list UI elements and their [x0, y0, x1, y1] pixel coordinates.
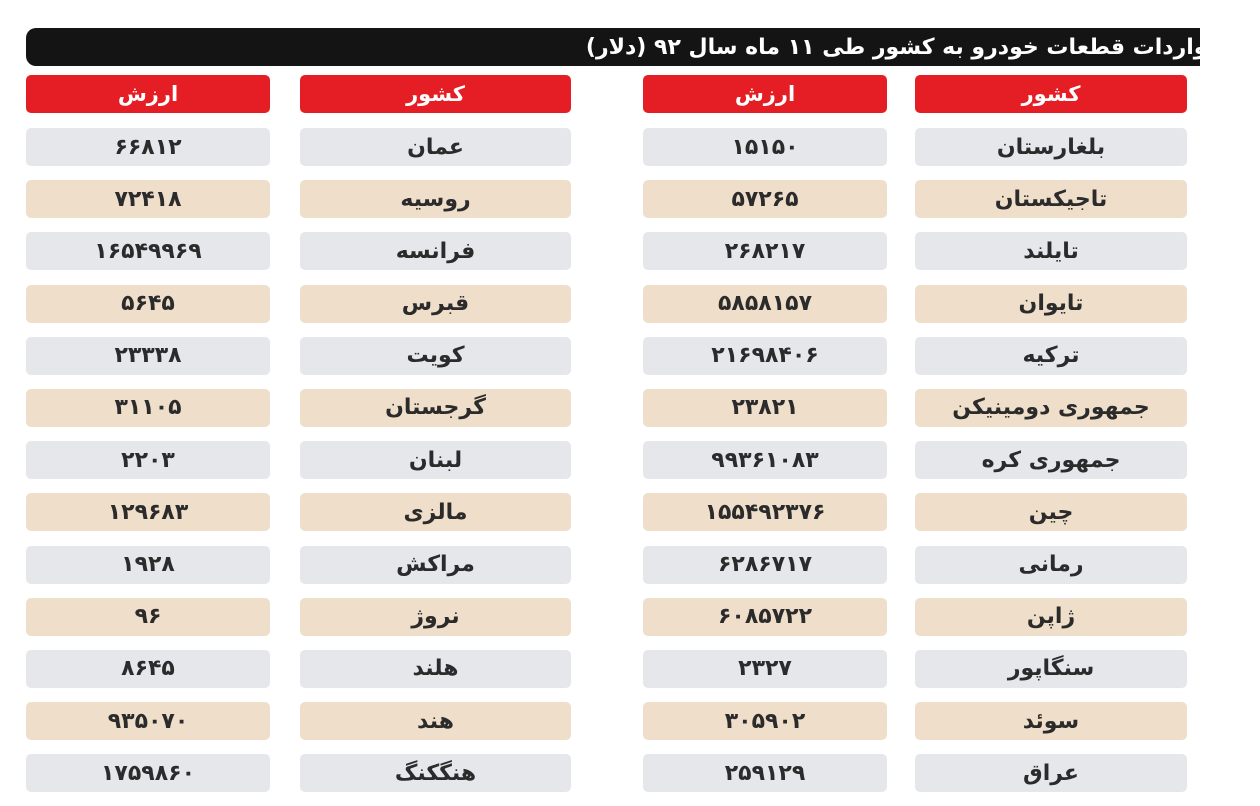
left-table-value-cell: ۸۶۴۵ [26, 650, 270, 688]
right-table-value-cell: ۵۸۵۸۱۵۷ [643, 285, 887, 323]
table-title-bar [26, 28, 1260, 66]
right-table-value-cell: ۲۱۶۹۸۴۰۶ [643, 337, 887, 375]
right-table-country-cell: سنگاپور [915, 650, 1187, 688]
left-table-value-cell: ۹۶ [26, 598, 270, 636]
left-table-value-column [26, 75, 270, 806]
left-table-country-cell: هند [300, 702, 571, 740]
right-table-country-cell: چین [915, 493, 1187, 531]
left-table-value-cell: ۱۹۲۸ [26, 546, 270, 584]
left-table-value-cell: ۲۲۰۳ [26, 441, 270, 479]
right-table-value-cell: ۳۰۵۹۰۲ [643, 702, 887, 740]
right-table-country-cell: عراق [915, 754, 1187, 792]
right-table-country-cell: بلغارستان [915, 128, 1187, 166]
left-table-value-cell: ۲۳۳۳۸ [26, 337, 270, 375]
right-table-value-cell: ۵۷۲۶۵ [643, 180, 887, 218]
left-table-country-cell: لبنان [300, 441, 571, 479]
left-table-country-cell: مراکش [300, 546, 571, 584]
left-table-value-cell: ۱۲۹۶۸۳ [26, 493, 270, 531]
right-table-value-cell: ۶۰۸۵۷۲۲ [643, 598, 887, 636]
left-value-header: ارزش [26, 75, 270, 113]
left-table-country-cell: قبرس [300, 285, 571, 323]
left-table-value-cell: ۶۶۸۱۲ [26, 128, 270, 166]
right-table-value-cell: ۱۵۱۵۰ [643, 128, 887, 166]
right-table-country-cell: ترکیه [915, 337, 1187, 375]
right-table-value-cell: ۲۳۲۷ [643, 650, 887, 688]
right-table-value-cell: ۶۲۸۶۷۱۷ [643, 546, 887, 584]
right-table-country-cell: ژاپن [915, 598, 1187, 636]
left-table-value-cell: ۷۲۴۱۸ [26, 180, 270, 218]
left-table-country-cell: هلند [300, 650, 571, 688]
left-table-country-column [300, 75, 571, 806]
left-table-value-cell: ۱۶۵۴۹۹۶۹ [26, 232, 270, 270]
left-table-country-cell: هنگکنگ [300, 754, 571, 792]
right-table-country-cell: جمهوری دومینیکن [915, 389, 1187, 427]
right-country-header: کشور [915, 75, 1187, 113]
left-table-country-cell: نروژ [300, 598, 571, 636]
left-table-value-cell: ۵۶۴۵ [26, 285, 270, 323]
right-table-value-cell: ۹۹۳۶۱۰۸۳ [643, 441, 887, 479]
right-table-value-cell: ۲۶۸۲۱۷ [643, 232, 887, 270]
left-country-header: کشور [300, 75, 571, 113]
right-value-header: ارزش [643, 75, 887, 113]
left-table-value-cell: ۳۱۱۰۵ [26, 389, 270, 427]
right-table-country-cell: جمهوری کره [915, 441, 1187, 479]
left-table-country-cell: مالزی [300, 493, 571, 531]
right-table-country-cell: تایوان [915, 285, 1187, 323]
right-table-country-column [915, 75, 1187, 806]
right-table-country-cell: رمانی [915, 546, 1187, 584]
left-table-country-cell: گرجستان [300, 389, 571, 427]
right-table-value-column [643, 75, 887, 806]
right-table-country-cell: تایلند [915, 232, 1187, 270]
left-table-value-cell: ۱۷۵۹۸۶۰ [26, 754, 270, 792]
right-table-value-cell: ۲۵۹۱۲۹ [643, 754, 887, 792]
left-table-value-cell: ۹۳۵۰۷۰ [26, 702, 270, 740]
right-table-value-cell: ۱۵۵۴۹۲۳۷۶ [643, 493, 887, 531]
left-table-country-cell: فرانسه [300, 232, 571, 270]
table-title: ملی واردات قطعات خودرو به کشور طی ۱۱ ماه سال ۹۲ (دلار) [585, 34, 1260, 60]
left-table-country-cell: عمان [300, 128, 571, 166]
right-table-value-cell: ۲۳۸۲۱ [643, 389, 887, 427]
left-table-country-cell: روسیه [300, 180, 571, 218]
left-table-country-cell: کویت [300, 337, 571, 375]
right-table-country-cell: سوئد [915, 702, 1187, 740]
right-table-country-cell: تاجیکستان [915, 180, 1187, 218]
